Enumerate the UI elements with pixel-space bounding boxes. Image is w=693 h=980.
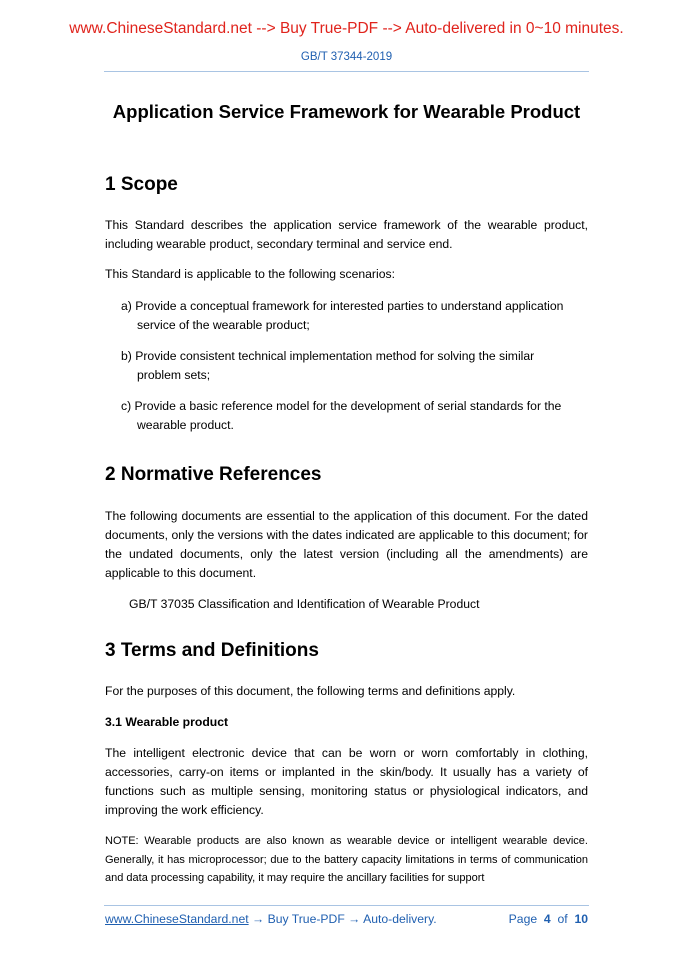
reference-item: GB/T 37035 Classification and Identification of Wearable Product <box>129 597 480 611</box>
definition-note: NOTE: Wearable products are also known as wearable device or intelligent wearable device. Generally, it has microprocessor; due to the battery capacity limitations in terms of communication and data processing capability, it may require the ancillary facilities for support <box>105 835 588 884</box>
footer-promo-text: → Buy True-PDF → Auto-delivery. <box>248 912 437 926</box>
term-definition: The intelligent electronic device that can be worn or worn comfortably in clothing, accessories, carry-on items or implanted in the skin/body. It usually has a variety of functions such as multiple sensing, monitoring status or physiological indicators, and improving the work efficiency. <box>105 746 588 817</box>
standard-code-header: GB/T 37344-2019 <box>300 51 393 63</box>
promo-banner[interactable]: www.ChineseStandard.net --> Buy True-PDF --> Auto-delivered in 0~10 minutes. <box>69 20 624 37</box>
footer-link[interactable]: www.ChineseStandard.net <box>105 912 249 926</box>
header-divider <box>104 71 589 72</box>
section-scope-body <box>105 216 588 435</box>
section-references-body <box>105 507 588 614</box>
footer-divider <box>104 905 589 906</box>
references-paragraph: The following documents are essential to the application of this document. For the dated documents, only the versions with the dates indicated are applicable to this document; for the undated documents, only the latest version (including all the amendments) are applicable to this document. <box>105 509 588 580</box>
section-heading-normative-references: 2 Normative References <box>105 464 322 485</box>
document-title: Application Service Framework for Wearable Product <box>112 101 581 122</box>
list-item: c) Provide a basic reference model for the development of serial standards for the wearable product. <box>121 399 562 432</box>
page-number: Page 4 of 10 <box>508 912 588 926</box>
section-terms-body <box>105 682 588 899</box>
list-item: a) Provide a conceptual framework for interested parties to understand application service of the wearable product; <box>121 299 564 332</box>
list-item: b) Provide consistent technical implementation method for solving the similar problem sets; <box>121 349 535 382</box>
terms-intro: For the purposes of this document, the following terms and definitions apply. <box>105 684 516 698</box>
footer-promo <box>105 912 437 926</box>
section-heading-terms-definitions: 3 Terms and Definitions <box>105 640 319 661</box>
term-heading: 3.1 Wearable product <box>105 715 229 729</box>
page-footer <box>105 912 588 926</box>
scope-applicability: This Standard is applicable to the following scenarios: <box>105 267 395 281</box>
scope-paragraph: This Standard describes the application service framework of the wearable product, including wearable product, secondary terminal and service end. <box>105 218 588 251</box>
section-heading-scope: 1 Scope <box>105 174 178 195</box>
